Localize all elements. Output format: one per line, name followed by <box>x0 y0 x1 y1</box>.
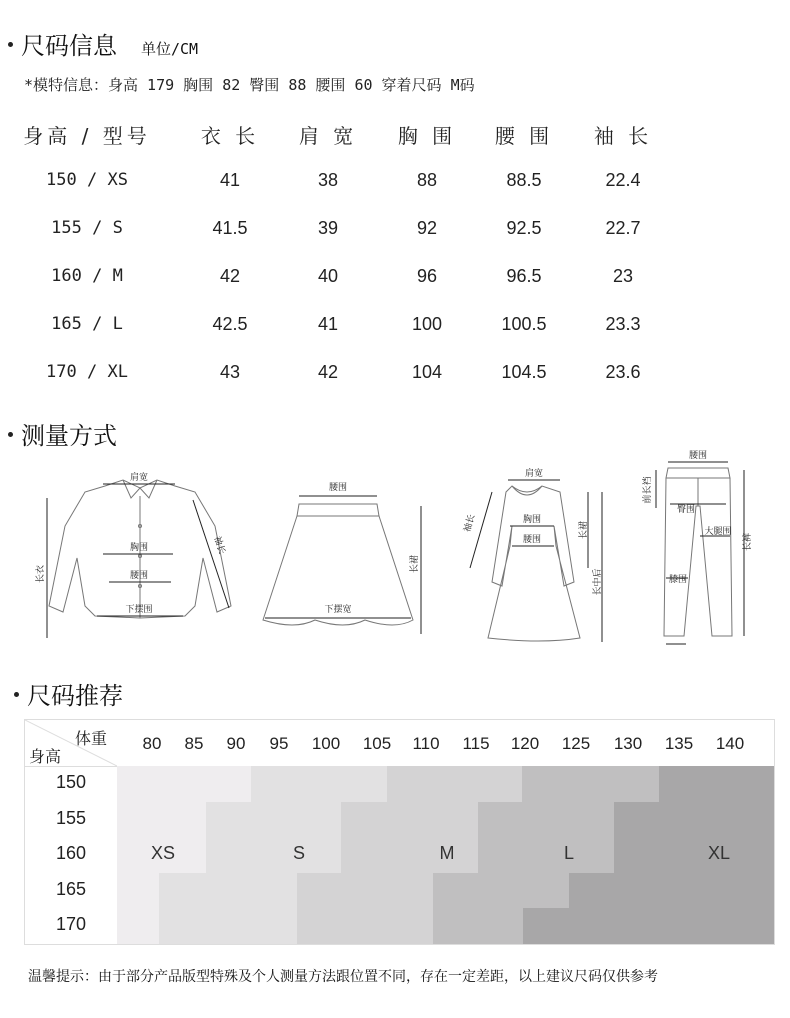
size-table-cell: 23 <box>612 266 634 286</box>
size-band-cell <box>341 802 478 838</box>
size-band-cell <box>433 908 523 944</box>
weight-value: 85 <box>184 734 204 753</box>
size-table-cell: 92 <box>416 218 438 238</box>
size-band-cell <box>206 802 341 838</box>
recommend-title <box>14 676 123 711</box>
size-table-cell: 23.6 <box>605 362 641 382</box>
size-band-cell <box>478 837 614 873</box>
shirt-waist-label: 腰围 <box>129 571 149 581</box>
size-table-cell: 96 <box>416 266 438 286</box>
size-table-cell: 41 <box>317 314 339 334</box>
height-value: 170 <box>55 914 87 935</box>
size-info-title <box>8 26 198 61</box>
dress-sleeve-label: 袖长 <box>462 513 478 534</box>
weight-axis-label: 体重 <box>75 729 108 748</box>
size-table-cell: 96.5 <box>506 266 542 286</box>
size-table-cell: 42 <box>317 362 339 382</box>
size-band-cell <box>522 766 659 802</box>
weight-value: 110 <box>412 734 440 753</box>
bullet-icon <box>8 432 13 437</box>
size-band-cell <box>297 908 433 944</box>
size-label: M <box>439 843 455 864</box>
weight-value: 100 <box>311 734 341 753</box>
weight-value: 95 <box>269 734 289 753</box>
pants-waist-label: 腰围 <box>688 451 708 461</box>
height-value: 160 <box>55 843 87 864</box>
skirt-hem-label: 下摆宽 <box>324 605 352 615</box>
size-band-cell <box>206 837 341 873</box>
dress-shoulder-label: 肩宽 <box>524 469 544 479</box>
size-table-cell: 160 / M <box>51 266 123 286</box>
size-label: S <box>292 843 306 864</box>
size-table-cell: 23.3 <box>605 314 641 334</box>
recommend-header <box>25 720 774 767</box>
measure-title <box>8 416 117 451</box>
size-band-cell <box>297 873 433 909</box>
size-table-cell: 155 / S <box>51 218 123 238</box>
weight-value: 115 <box>462 734 490 753</box>
size-table-cell: 88 <box>416 170 438 190</box>
size-band-cell <box>614 837 774 873</box>
size-table-header: 肩 宽 <box>298 124 358 148</box>
shirt-shoulder-label: 肩宽 <box>129 473 149 483</box>
dress-chest-label: 胸围 <box>522 515 542 525</box>
size-band-cell <box>159 908 297 944</box>
height-value: 165 <box>55 878 87 899</box>
footnote: 温馨提示：由于部分产品版型特殊及个人测量方法跟位置不同，存在一定差距，以上建议尺码仅供参考 <box>28 969 658 985</box>
height-value: 150 <box>55 772 87 792</box>
size-table-cell: 41.5 <box>212 218 248 238</box>
size-band-cell <box>387 766 522 802</box>
size-table-cell: 104.5 <box>501 362 547 382</box>
shirt-hem-label: 下摆围 <box>125 605 153 615</box>
pants-knee-label: 膝围 <box>668 575 688 585</box>
size-table-header: 身高 / 型号 <box>23 124 151 148</box>
size-table-cell: 38 <box>317 170 339 190</box>
pants-rise-label: 前长裆 <box>643 476 653 504</box>
size-table-cell: 22.4 <box>605 170 641 190</box>
size-table-cell: 88.5 <box>506 170 542 190</box>
size-table-cell: 170 / XL <box>46 362 128 382</box>
bullet-icon <box>14 692 19 697</box>
size-band-cell <box>159 873 297 909</box>
size-table-header: 衣 长 <box>200 124 260 148</box>
shirt-chest-label: 胸围 <box>129 543 149 553</box>
size-band-cell <box>117 908 159 944</box>
size-label: XL <box>707 843 731 864</box>
skirt-waist-label: 腰围 <box>328 483 348 493</box>
measure-title-text: 测量方式 <box>21 422 117 450</box>
height-axis-label: 身高 <box>29 747 62 766</box>
shirt-sleeve-label: 袖长 <box>211 535 227 556</box>
model-info: *模特信息：身高 179 胸围 82 臀围 88 腰围 60 穿着尺码 M码 <box>24 76 475 94</box>
size-grid <box>117 766 774 944</box>
size-table-cell: 165 / L <box>51 314 123 334</box>
size-band-cell <box>478 802 614 838</box>
weight-value: 120 <box>510 734 540 753</box>
size-table-cell: 39 <box>317 218 339 238</box>
shirt-length-label: 长衣 <box>36 564 46 584</box>
weight-value: 135 <box>664 734 694 753</box>
size-table-cell: 104 <box>411 362 443 382</box>
weight-value: 130 <box>613 734 643 753</box>
skirt-diagram <box>255 470 435 640</box>
pants-length-label: 长裤 <box>743 532 753 552</box>
height-value: 155 <box>55 807 87 828</box>
shirt-diagram <box>35 466 245 646</box>
size-band-cell <box>614 802 774 838</box>
weight-value: 90 <box>226 734 246 753</box>
skirt-length-label: 长裙 <box>410 554 420 574</box>
height-values <box>25 766 118 944</box>
pants-thigh-label: 大腿围 <box>704 527 732 537</box>
size-table-header: 胸 围 <box>397 124 457 148</box>
size-band-cell <box>117 766 251 802</box>
size-table-cell: 43 <box>219 362 241 382</box>
size-table-header: 腰 围 <box>494 124 554 148</box>
size-label: L <box>563 843 575 864</box>
size-info-title-text: 尺码信息 <box>21 32 117 60</box>
bullet-icon <box>8 42 13 47</box>
weight-value: 140 <box>715 734 745 753</box>
dress-length-label: 长裙 <box>579 520 589 540</box>
size-table-cell: 100.5 <box>501 314 547 334</box>
dress-waist-label: 腰围 <box>522 535 542 545</box>
weight-value: 105 <box>362 734 392 753</box>
weight-value: 80 <box>142 734 162 753</box>
size-band-cell <box>569 873 774 909</box>
pants-hip-label: 臀围 <box>676 505 696 515</box>
size-table-cell: 40 <box>317 266 339 286</box>
dress-back-length-label: 长中后 <box>593 568 603 596</box>
size-table-cell: 92.5 <box>506 218 542 238</box>
unit-label: 单位/CM <box>141 40 199 58</box>
size-band-cell <box>117 873 159 909</box>
size-band-cell <box>523 908 774 944</box>
recommend-title-text: 尺码推荐 <box>27 682 123 710</box>
size-band-cell <box>251 766 387 802</box>
size-band-cell <box>117 802 206 838</box>
size-band-cell <box>433 873 569 909</box>
size-band-cell <box>659 766 774 802</box>
size-band-cell <box>341 837 478 873</box>
size-table-header: 袖 长 <box>593 124 653 148</box>
size-table-cell: 100 <box>411 314 443 334</box>
pants-diagram <box>638 446 758 646</box>
size-table-cell: 42 <box>219 266 241 286</box>
size-table-cell: 150 / XS <box>46 170 128 190</box>
size-table-cell: 22.7 <box>605 218 641 238</box>
size-table-cell: 41 <box>219 170 241 190</box>
size-table-cell: 42.5 <box>212 314 248 334</box>
recommend-table <box>24 719 775 945</box>
size-label: XS <box>150 843 176 864</box>
dress-diagram <box>462 462 612 647</box>
weight-value: 125 <box>561 734 591 753</box>
